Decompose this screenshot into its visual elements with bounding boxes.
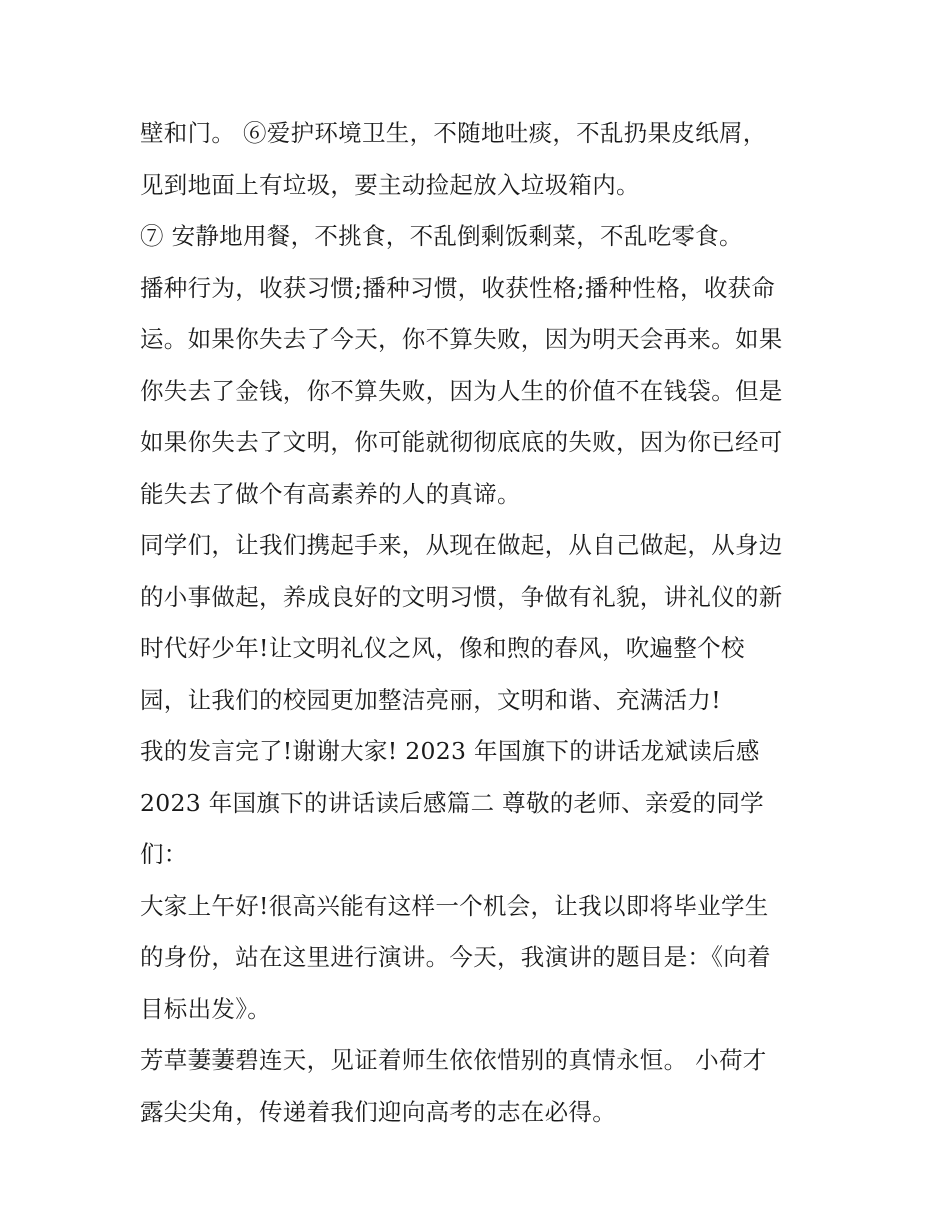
text-line: 壁和门。 ⑥爱护环境卫生，不随地吐痰，不乱扔果皮纸屑， [140, 119, 767, 147]
text-line: 你失去了金钱，你不算失败，因为人生的价值不在钱袋。但是 [140, 376, 783, 405]
text-line: 2023 年国旗下的讲话读后感篇二 尊敬的老师、亲爱的同学 [140, 788, 764, 817]
text-line: 运。如果你失去了今天，你不算失败，因为明天会再来。如果 [140, 325, 783, 353]
text-line: 露尖尖角，传递着我们迎向高考的志在必得。 [140, 1097, 616, 1126]
text-line: 园，让我们的校园更加整洁亮丽，文明和谐、充满活力! [140, 685, 721, 714]
text-line: 如果你失去了文明，你可能就彻彻底底的失败，因为你已经可 [140, 428, 783, 456]
text-line: 大家上午好!很高兴能有这样一个机会，让我以即将毕业学生 [140, 891, 769, 920]
text-line: 们： [140, 840, 188, 868]
text-line: 能失去了做个有高素养的人的真谛。 [140, 479, 521, 508]
text-line: ⑦ 安静地用餐，不挑食，不乱倒剩饭剩菜，不乱吃零食。 [140, 222, 743, 250]
text-line: 的身份，站在这里进行演讲。今天，我演讲的题目是：《向着 [140, 943, 771, 971]
text-line: 时代好少年!让文明礼仪之风，像和煦的春风，吹遍整个校 [140, 634, 745, 662]
text-line: 见到地面上有垃圾，要主动捡起放入垃圾箱内。 [140, 170, 640, 199]
text-line: 芳草萋萋碧连天，见证着师生依依惜别的真情永恒。 小荷才 [140, 1046, 767, 1074]
text-line: 我的发言完了!谢谢大家! 2023 年国旗下的讲话龙斌读后感 [140, 737, 760, 765]
text-line: 播种行为，收获习惯;播种习惯，收获性格;播种性格，收获命 [140, 273, 776, 302]
text-line: 目标出发》。 [140, 994, 272, 1023]
document-body [140, 108, 820, 1138]
text-line: 的小事做起，养成良好的文明习惯，争做有礼貌，讲礼仪的新 [140, 582, 783, 611]
text-line: 同学们，让我们携起手来，从现在做起，从自己做起，从身边 [140, 531, 783, 559]
